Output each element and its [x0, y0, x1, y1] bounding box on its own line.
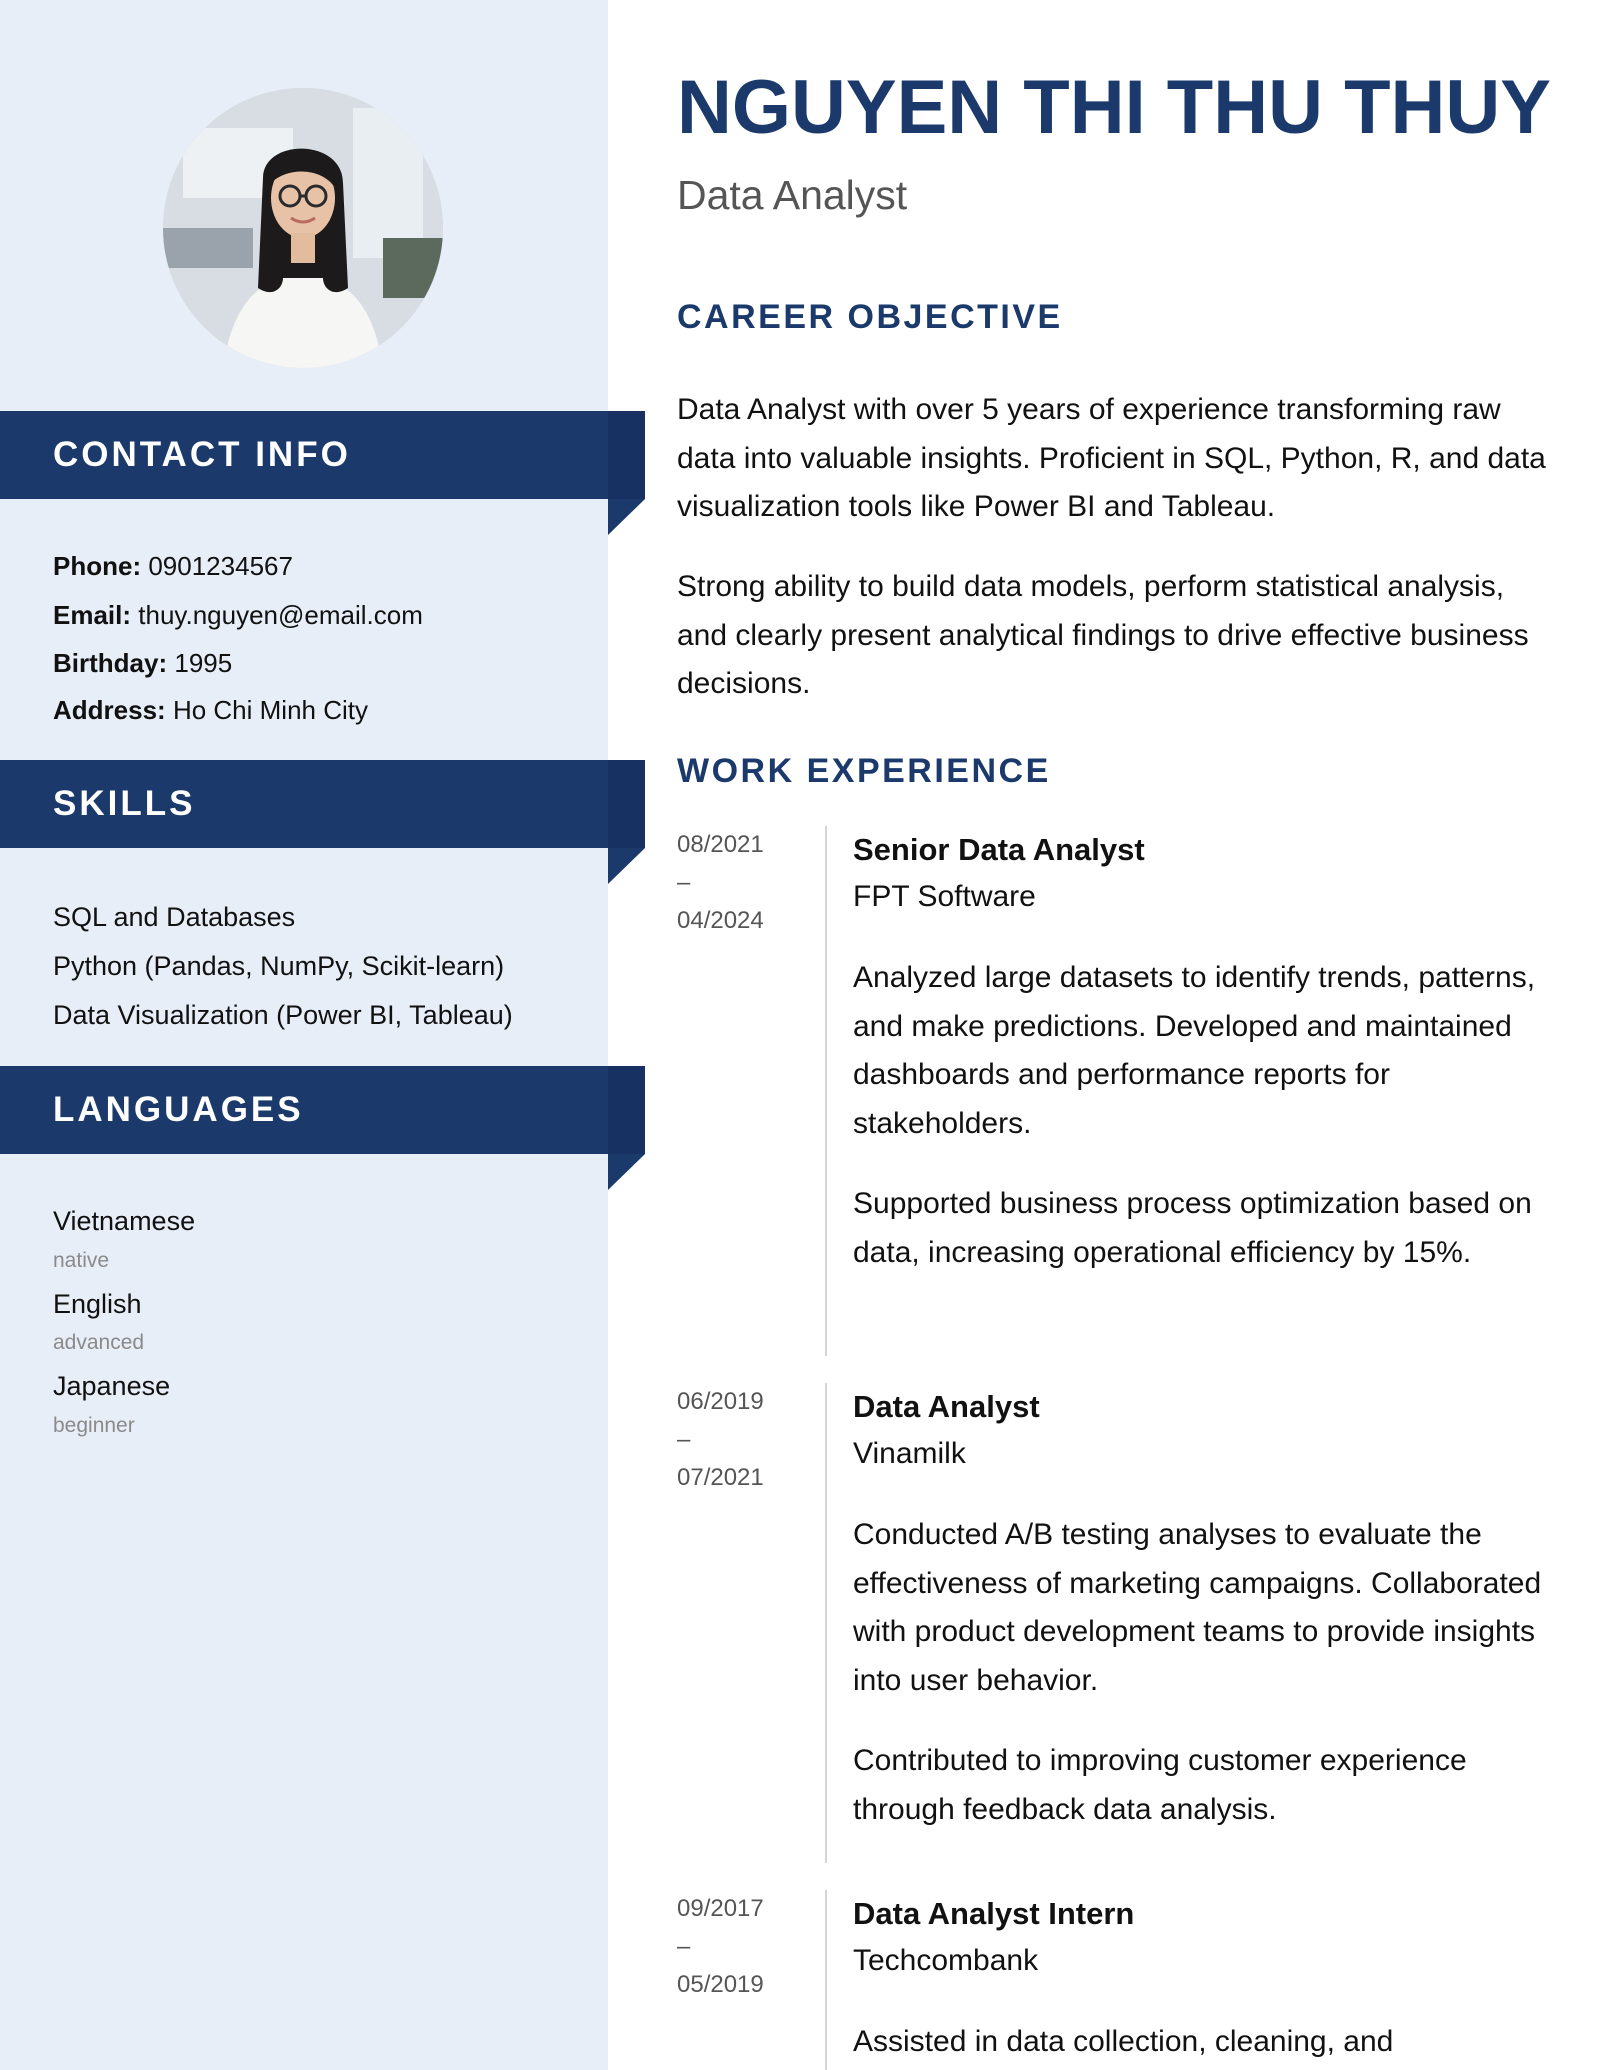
skill-item: SQL and Databases [53, 902, 296, 932]
job-date-range [677, 1890, 787, 2004]
date-separator: – [677, 1426, 691, 1453]
job-end-date: 07/2021 [677, 1464, 764, 1491]
sidebar [0, 0, 608, 2070]
timeline-divider [825, 1383, 827, 1863]
birthday-value: 1995 [174, 648, 233, 678]
address-value: Ho Chi Minh City [172, 695, 368, 725]
job-company: FPT Software [853, 880, 1036, 913]
contact-address [53, 694, 368, 726]
phone-label: Phone: [53, 551, 142, 581]
birthday-label: Birthday: [53, 648, 168, 678]
skills-header [0, 760, 645, 848]
language-level: advanced [53, 1331, 145, 1354]
contact-birthday [53, 647, 232, 679]
job-company: Vinamilk [853, 1437, 966, 1470]
objective-paragraph: Data Analyst with over 5 years of experience transforming raw data into valuable insights. Proficient in SQL, Python, R, and data visualization tools like Power BI and Tableau. [677, 393, 1546, 523]
contact-info-header [0, 411, 645, 499]
job-description: Assisted in data collection, cleaning, and [853, 2025, 1394, 2058]
email-label: Email: [53, 600, 132, 630]
job-start-date: 06/2019 [677, 1388, 764, 1415]
avatar-portrait-image [163, 88, 443, 368]
skills-heading: SKILLS [53, 784, 196, 823]
ribbon-tail [608, 499, 645, 535]
job-start-date: 09/2017 [677, 1895, 764, 1922]
profile-photo [163, 88, 443, 368]
job-role: Data Analyst Intern [853, 1896, 1135, 1931]
job-end-date: 04/2024 [677, 907, 764, 934]
skill-item: Data Visualization (Power BI, Tableau) [53, 1000, 513, 1030]
ribbon-tail [608, 848, 645, 884]
email-value: thuy.nguyen@email.com [138, 600, 423, 630]
job-description: Analyzed large datasets to identify trends, patterns, and make predictions. Developed and maintained dashboards and performance reports for stakeholders. [853, 961, 1536, 1140]
job-description: Supported business process optimization based on data, increasing operational efficiency by 15%. [853, 1187, 1532, 1269]
phone-value: 0901234567 [148, 551, 293, 581]
ribbon-fold [608, 760, 645, 848]
language-name: Vietnamese [53, 1206, 196, 1236]
objective-paragraph: Strong ability to build data models, perform statistical analysis, and clearly present analytical findings to drive effective business decisions. [677, 570, 1529, 700]
work-experience-heading: WORK EXPERIENCE [677, 752, 1051, 790]
job-start-date: 08/2021 [677, 831, 764, 858]
job-company: Techcombank [853, 1944, 1039, 1977]
address-label: Address: [53, 695, 166, 725]
language-name: English [53, 1289, 142, 1319]
language-level: native [53, 1249, 110, 1272]
ribbon-tail [608, 1154, 645, 1190]
languages-header [0, 1066, 645, 1154]
contact-phone [53, 550, 293, 582]
language-name: Japanese [53, 1371, 171, 1401]
ribbon-fold [608, 411, 645, 499]
job-role: Senior Data Analyst [853, 832, 1145, 867]
job-date-range [677, 1383, 787, 1497]
timeline-divider [825, 1890, 827, 2070]
timeline-divider [825, 826, 827, 1356]
language-level: beginner [53, 1414, 135, 1437]
job-description: Conducted A/B testing analyses to evaluate the effectiveness of marketing campaigns. Collaborated with product development teams to provide insights into user behavior. [853, 1518, 1542, 1697]
ribbon-fold [608, 1066, 645, 1154]
contact-info-heading: CONTACT INFO [53, 435, 351, 474]
career-objective-heading: CAREER OBJECTIVE [677, 298, 1063, 336]
skill-item: Python (Pandas, NumPy, Scikit-learn) [53, 951, 505, 981]
date-separator: – [677, 869, 691, 896]
job-description: Contributed to improving customer experience through feedback data analysis. [853, 1744, 1467, 1826]
job-date-range [677, 826, 787, 940]
job-end-date: 05/2019 [677, 1971, 764, 1998]
candidate-title: Data Analyst [677, 172, 908, 218]
date-separator: – [677, 1933, 691, 1960]
candidate-name: NGUYEN THI THU THUY [677, 65, 1551, 150]
contact-email [53, 599, 423, 631]
job-role: Data Analyst [853, 1389, 1040, 1424]
languages-heading: LANGUAGES [53, 1090, 304, 1129]
